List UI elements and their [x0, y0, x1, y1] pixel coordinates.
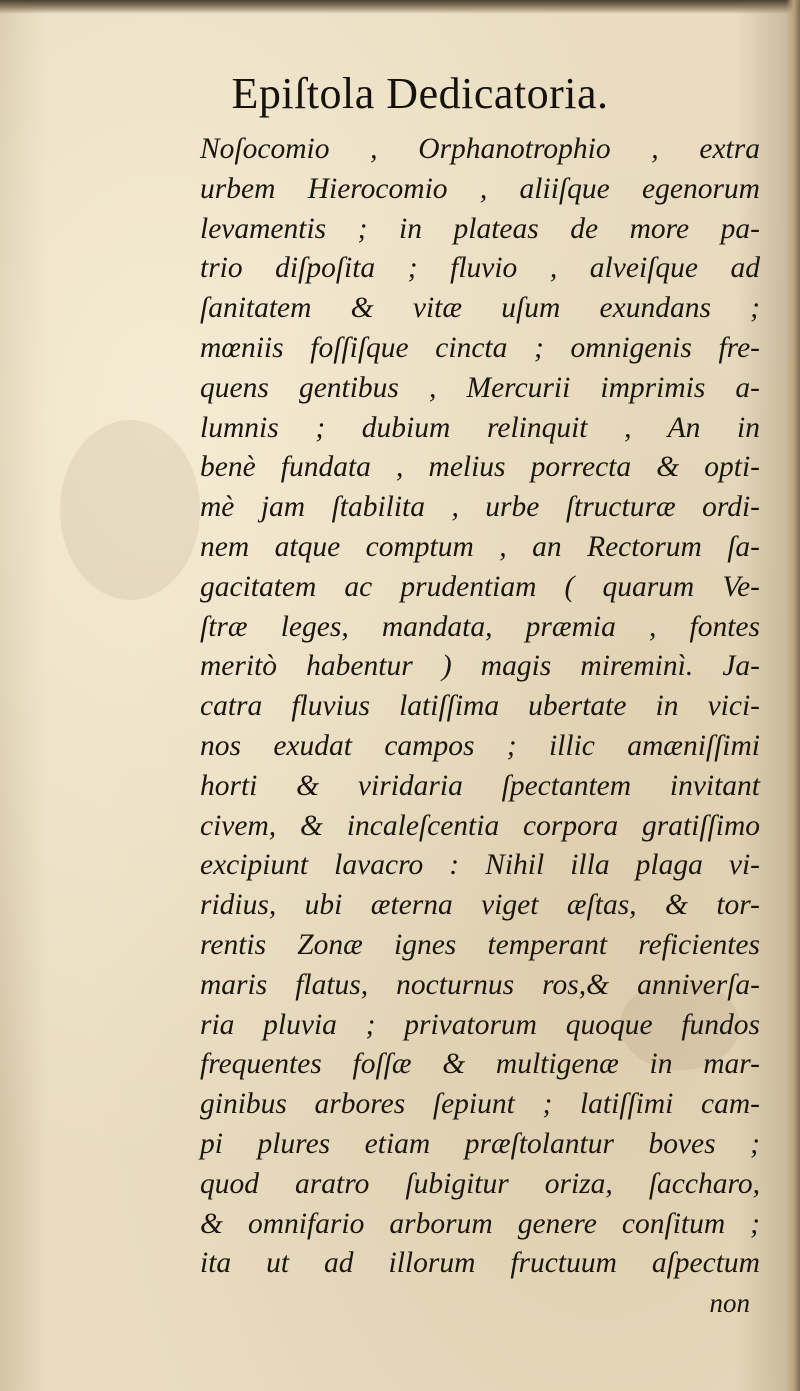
text-line: mè jam ſtabilita , urbe ſtructuræ ordi- [200, 491, 760, 524]
text-line: trio diſpoſita ; fluvio , alveiſque ad [200, 252, 760, 285]
paper-stain [60, 420, 200, 600]
text-line: quens gentibus , Mercurii imprimis a- [200, 371, 760, 404]
text-line: levamentis ; in plateas de more pa- [200, 212, 760, 245]
text-line: mœniis foſſiſque cincta ; omnigenis fre- [200, 331, 760, 364]
text-line: horti & viridaria ſpectantem invitant [200, 769, 760, 802]
text-line: ſanitatem & vitæ uſum exundans ; [200, 292, 760, 325]
text-line: maris flatus, nocturnus ros,& anniverſa- [200, 968, 760, 1001]
text-line: rentis Zonæ ignes temperant reficientes [200, 928, 760, 961]
text-line: frequentes foſſæ & multigenæ in mar- [200, 1048, 760, 1081]
text-line: meritò habentur ) magis mireminì. Ja- [200, 650, 760, 683]
running-head: Epiſtola Dedicatoria. [231, 69, 609, 118]
catchword: non [709, 1288, 750, 1319]
text-line: nem atque comptum , an Rectorum ſa- [200, 530, 760, 563]
body-text [200, 130, 760, 1324]
text-line: ita ut ad illorum fructuum aſpectum [200, 1247, 760, 1280]
text-line: lumnis ; dubium relinquit , An in [200, 411, 760, 444]
text-line: pi plures etiam præſtolantur boves ; [200, 1127, 760, 1160]
text-line: quod aratro ſubigitur oriza, ſaccharo, [200, 1167, 760, 1200]
text-line: gacitatem ac prudentiam ( quarum Ve- [200, 570, 760, 603]
text-line: ginibus arbores ſepiunt ; latiſſimi cam- [200, 1088, 760, 1121]
text-line: urbem Hierocomio , aliiſque egenorum [200, 172, 760, 205]
text-line: catra fluvius latiſſima ubertate in vici- [200, 690, 760, 723]
text-line: & omnifario arborum genere conſitum ; [200, 1207, 760, 1240]
text-line: civem, & incaleſcentia corpora gratiſſimo [200, 809, 760, 842]
text-line: ridius, ubi æterna viget æſtas, & tor- [200, 889, 760, 922]
text-line: ſtræ leges, mandata, præmia , fontes [200, 610, 760, 643]
text-line: benè fundata , melius porrecta & opti- [200, 451, 760, 484]
text-line: ria pluvia ; privatorum quoque fundos [200, 1008, 760, 1041]
text-line: Noſocomio , Orphanotrophio , extra [200, 133, 760, 165]
page-top-edge [0, 0, 800, 14]
page-right-edge [786, 0, 800, 1391]
text-line: excipiunt lavacro : Nihil illa plaga vi- [200, 849, 760, 882]
text-line: nos exudat campos ; illic amæniſſimi [200, 729, 760, 762]
